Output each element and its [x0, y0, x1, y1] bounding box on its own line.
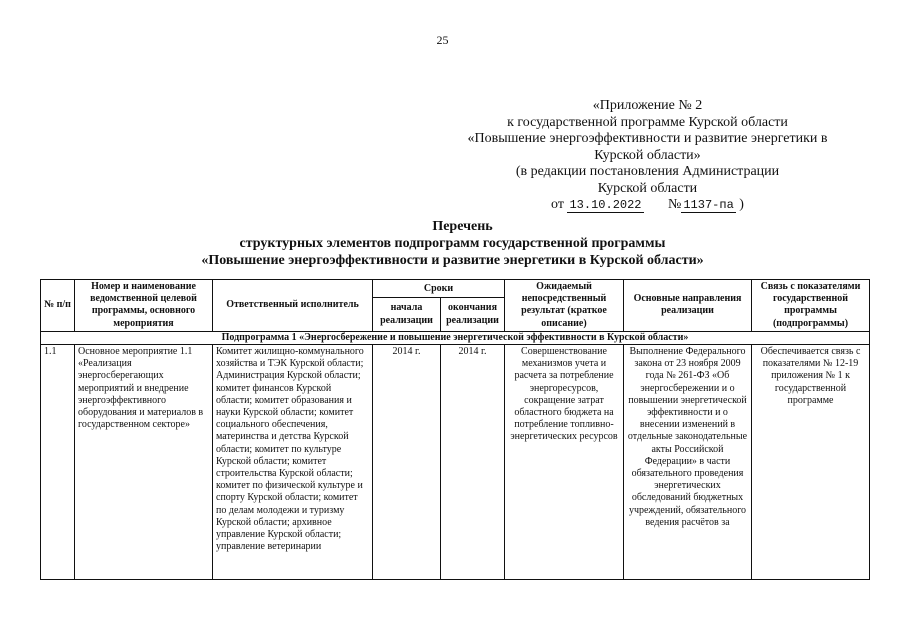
resolution-date: 13.10.2022 — [569, 198, 642, 212]
title-line: «Повышение энергоэффективности и развитие энергетики в Курской области» — [201, 253, 704, 268]
cell-link: Обеспечивается связь с показателями № 12-19 приложения № 1 к государственной программе — [752, 345, 870, 580]
appendix-header — [445, 98, 850, 214]
header-terms: Сроки — [373, 280, 505, 298]
header-directions: Основные направления реализации — [624, 280, 752, 332]
appendix-line: Курской области — [597, 180, 698, 196]
number-prefix: № — [668, 197, 682, 212]
closing-bracket: ) — [739, 197, 744, 212]
appendix-line: к государственной программе Курской области — [507, 114, 788, 130]
resolution-number: 1137-па — [683, 198, 734, 212]
header-link: Связь с показателями государственной программы (подпрограммы) — [752, 280, 870, 332]
cell-result: Совершенствование механизмов учета и расчета за потребление энергоресурсов, сокращение затрат областного бюджета на потребление топливно-энергетических ресурсов — [505, 345, 624, 580]
cell-num: 1.1 — [41, 345, 75, 580]
appendix-line: «Повышение энергоэффективности и развитие энергетики в — [467, 131, 828, 146]
structural-elements-table — [40, 279, 870, 580]
subprogram-row: Подпрограмма 1 «Энергосбережение и повышение энергетической эффективности в Курской области» — [41, 331, 870, 344]
appendix-line: (в редакции постановления Администрации — [515, 164, 780, 179]
table-row — [41, 345, 870, 580]
cell-name: Основное мероприятие 1.1 «Реализация энергосберегающих мероприятий и внедрение энергоэффективного оборудования и материалов в государственном секторе» — [75, 345, 213, 580]
header-executor: Ответственный исполнитель — [213, 280, 373, 332]
cell-end: 2014 г. — [441, 345, 505, 580]
page-number: 25 — [436, 33, 449, 47]
title-line: Перечень — [432, 219, 493, 234]
appendix-line: «Приложение № 2 — [592, 98, 703, 113]
header-end: окончания реализации — [441, 298, 505, 331]
resolution-date-line — [445, 197, 850, 214]
title-line: структурных элементов подпрограмм государственной программы — [239, 236, 666, 251]
document-title — [0, 218, 905, 269]
header-result: Ожидаемый непосредственный результат (краткое описание) — [505, 280, 624, 332]
cell-executor: Комитет жилищно-коммунального хозяйства и ТЭК Курской области; Администрация Курской области; комитет финансов Курской области; комитет образования и науки Курской области; комитет социального обеспечения, материнства и детства Курской области; комитет по культуре Курской области; комитет строительства Курской области; комитет по физической культуре и спорту Курской области; комитет по делам молодежи и туризму Курской области; архивное управление Курской области; управление ветеринарии — [213, 345, 373, 580]
header-name: Номер и наименование ведомственной целевой программы, основного мероприятия — [75, 280, 213, 332]
cell-start: 2014 г. — [373, 345, 441, 580]
appendix-line: Курской области» — [594, 147, 701, 163]
date-prefix: от — [551, 197, 564, 212]
header-start: начала реализации — [373, 298, 441, 331]
header-num: № п/п — [41, 280, 75, 332]
cell-directions: Выполнение Федерального закона от 23 ноября 2009 года № 261-ФЗ «Об энергосбережении и о повышении энергетической эффективности и о внесении изменений в отдельные законодательные акты Российской Федерации» в части обязательного проведения энергетических обследований бюджетных учреждений, обязательного ведения расчётов за — [624, 345, 752, 580]
